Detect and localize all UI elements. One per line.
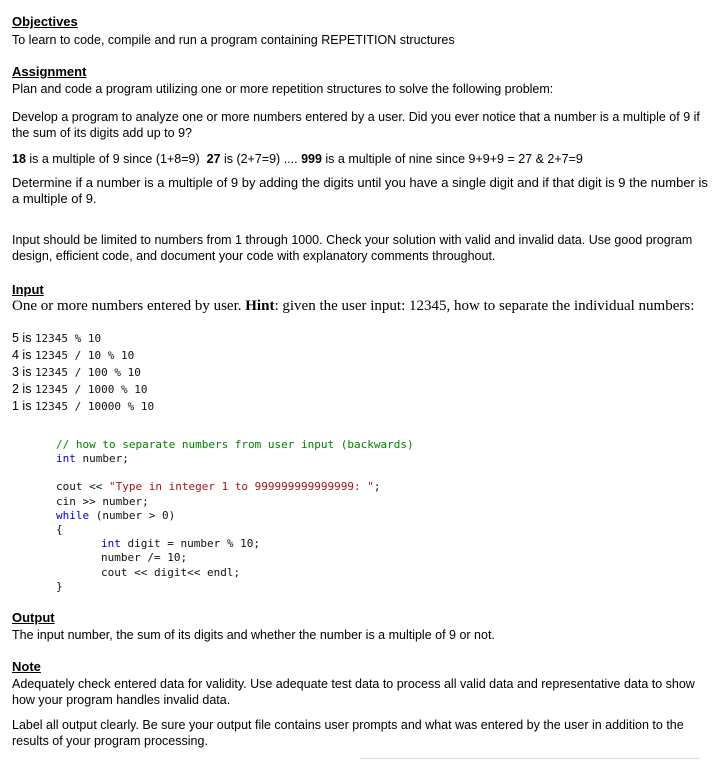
- examples-line: [12, 151, 583, 167]
- code-keyword: int: [56, 452, 76, 466]
- digit-expr: 12345 / 10000 % 10: [34, 400, 155, 413]
- code-line: number /= 10;: [101, 551, 188, 565]
- objectives-heading: Objectives: [12, 14, 78, 29]
- code-text: ;: [373, 480, 381, 494]
- page-edge-line: [360, 758, 700, 759]
- digit-expr: 12345 / 10 % 10: [34, 349, 135, 362]
- digit-row: [12, 347, 154, 364]
- digit-is: is: [18, 365, 35, 379]
- code-keyword: while: [56, 508, 90, 522]
- digit-is: is: [18, 331, 35, 345]
- code-line: [56, 480, 414, 494]
- digit-row: [12, 398, 154, 415]
- example-999-text: is a multiple of nine since 9+9+9 = 27 & 2+7=9: [321, 152, 583, 166]
- assignment-heading: Assignment: [12, 64, 87, 79]
- code-comment: // how to separate numbers from user input (backwards): [56, 438, 414, 451]
- note-heading: Note: [12, 659, 41, 674]
- digit-value: 1: [12, 399, 19, 413]
- digit-value: 5: [12, 331, 19, 345]
- digit-row: [12, 330, 154, 347]
- note-validity: Adequately check entered data for validity. Use adequate test data to process all valid data and representative data to show how your program handles invalid data.: [12, 677, 695, 707]
- code-line: cin >> number;: [56, 494, 149, 508]
- assignment-rule: Determine if a number is a multiple of 9 by adding the digits until you have a single digit and if that digit is 9 the number is a multiple of 9.: [12, 175, 708, 206]
- code-text: cout <<: [56, 480, 109, 494]
- input-text: [12, 298, 694, 315]
- objectives-text: To learn to code, compile and run a program containing REPETITION structures: [12, 33, 455, 47]
- code-line: [56, 537, 414, 551]
- digit-is: is: [18, 382, 35, 396]
- output-heading: Output: [12, 610, 55, 625]
- code-text: number;: [75, 452, 129, 466]
- code-line: [56, 509, 414, 523]
- code-text: digit = number % 10;: [120, 537, 260, 551]
- code-line: {: [56, 523, 63, 537]
- example-27-text: is (2+7=9) ....: [220, 152, 302, 166]
- digit-is: is: [18, 399, 35, 413]
- input-text-b: : given the user input: 12345, how to separate the individual numbers:: [274, 298, 695, 314]
- digit-value: 3: [12, 365, 19, 379]
- code-line: }: [56, 579, 63, 593]
- digit-examples: [12, 330, 154, 415]
- code-block: [56, 438, 414, 594]
- note-labels: Label all output clearly. Be sure your output file contains user prompts and what was entered by the user in addition to the results of your program processing.: [12, 718, 684, 748]
- input-text-a: One or more numbers entered by user.: [12, 298, 246, 314]
- digit-is: is: [18, 348, 35, 362]
- digit-expr: 12345 / 100 % 10: [34, 366, 141, 379]
- code-string: "Type in integer 1 to 999999999999999: ": [108, 480, 374, 494]
- code-line: [56, 452, 414, 466]
- digit-row: [12, 364, 154, 381]
- digit-row: [12, 381, 154, 398]
- assignment-intro: Plan and code a program utilizing one or more repetition structures to solve the following problem:: [12, 82, 554, 96]
- hint-label: Hint: [245, 298, 275, 314]
- assignment-problem: Develop a program to analyze one or more numbers entered by a user. Did you ever notice that a number is a multiple of 9 if the sum of its digits add up to 9?: [12, 110, 700, 140]
- code-keyword: int: [101, 537, 121, 551]
- example-18-text: is a multiple of 9 since (1+8=9): [25, 152, 200, 166]
- example-999: 999: [301, 152, 322, 166]
- example-18: 18: [12, 152, 26, 166]
- example-27: 27: [206, 152, 221, 166]
- code-line: cout << digit<< endl;: [101, 565, 241, 579]
- output-text: The input number, the sum of its digits and whether the number is a multiple of 9 or not.: [12, 628, 495, 642]
- assignment-constraints: Input should be limited to numbers from 1 through 1000. Check your solution with valid and invalid data. Use good program design, efficient code, and document your code with explanatory comments throughout.: [12, 233, 693, 263]
- digit-value: 2: [12, 382, 19, 396]
- digit-value: 4: [12, 348, 19, 362]
- digit-expr: 12345 % 10: [34, 332, 102, 345]
- code-text: (number > 0): [89, 508, 176, 522]
- input-heading: Input: [12, 282, 44, 297]
- digit-expr: 12345 / 1000 % 10: [34, 383, 148, 396]
